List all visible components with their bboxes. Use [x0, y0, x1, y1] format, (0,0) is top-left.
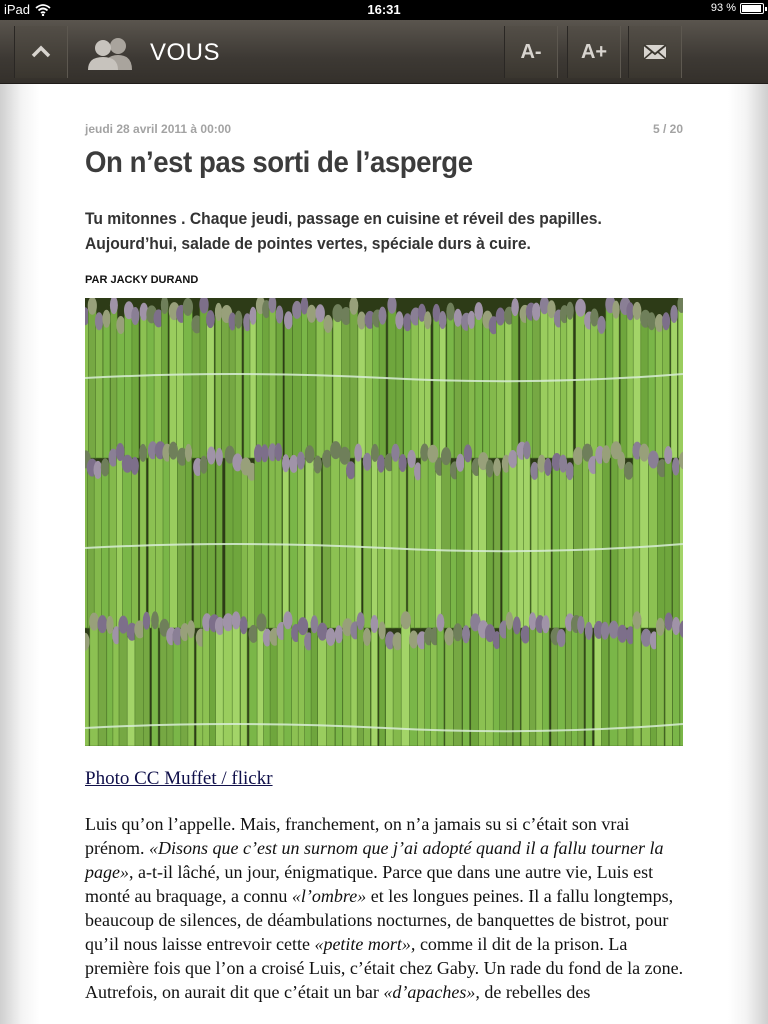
article-date: jeudi 28 avril 2011 à 00:00: [85, 122, 232, 136]
font-larger-button[interactable]: A+: [567, 26, 621, 78]
battery-icon: [740, 3, 764, 14]
status-bar: [0, 0, 768, 20]
battery-percent: 93 %: [710, 2, 736, 14]
envelope-icon: [643, 44, 667, 60]
body-quote-3: «petite mort»,: [314, 934, 416, 954]
asparagus-photo-graphic: [85, 298, 683, 746]
status-time: 16:31: [367, 2, 401, 17]
asparagus-photo: [85, 298, 683, 746]
article-byline: PAR JACKY DURAND: [85, 274, 199, 286]
toolbar: [0, 20, 768, 84]
font-smaller-button[interactable]: A-: [504, 26, 558, 78]
section-header: [84, 36, 220, 70]
battery-fill: [742, 5, 761, 12]
people-icon: [84, 36, 136, 70]
status-right: [711, 2, 764, 14]
photo-credit-link[interactable]: Photo CC Muffet / flickr: [85, 768, 273, 789]
article-meta: [85, 122, 683, 136]
body-text-3: et les longues peines. Il a fallu longtemps, beaucoup de silences, de déambulations nocturnes, de banquettes de bistrot, pour qu’il nous laisse entrevoir cette: [85, 886, 674, 954]
article-page[interactable]: [0, 84, 768, 1024]
back-up-button[interactable]: [14, 26, 68, 78]
body-text-2: , a-t-il lâché, un jour, énigmatique. Parce que dans une autre vie, Luis est monté au braquage, a connu: [85, 862, 654, 906]
body-text-4: comme il dit de la prison. La première fois que l’on a croisé Luis, c’était chez Gaby. Un rade du fond de la zone. Autrefois, on aurait dit que c’était un bar: [85, 934, 684, 1002]
article-lede: Tu mitonnes . Chaque jeudi, passage en cuisine et réveil des papilles. Aujourd’hui, salade de pointes vertes, spéciale durs à cuire.: [85, 209, 602, 253]
article-body: [85, 812, 689, 1004]
article-position: 5 / 20: [652, 122, 683, 136]
body-quote-2: «l’ombre»: [291, 886, 367, 906]
carrier-label: iPad: [4, 2, 31, 17]
body-text-1: Luis qu’on l’appelle. Mais, franchement, on n’a jamais su si c’était son vrai prénom.: [85, 814, 630, 858]
body-text-5: de rebelles des: [479, 982, 591, 1002]
email-button[interactable]: [628, 26, 682, 78]
section-title: VOUS: [150, 39, 221, 66]
chevron-up-icon: [30, 45, 52, 59]
article-title: On n’est pas sorti de l’asperge: [85, 146, 473, 179]
body-quote-4: «d’apaches»,: [383, 982, 480, 1002]
body-quote-1: «Disons que c’est un surnom que j’ai adopté quand il a fallu tourner la page»: [85, 838, 664, 882]
